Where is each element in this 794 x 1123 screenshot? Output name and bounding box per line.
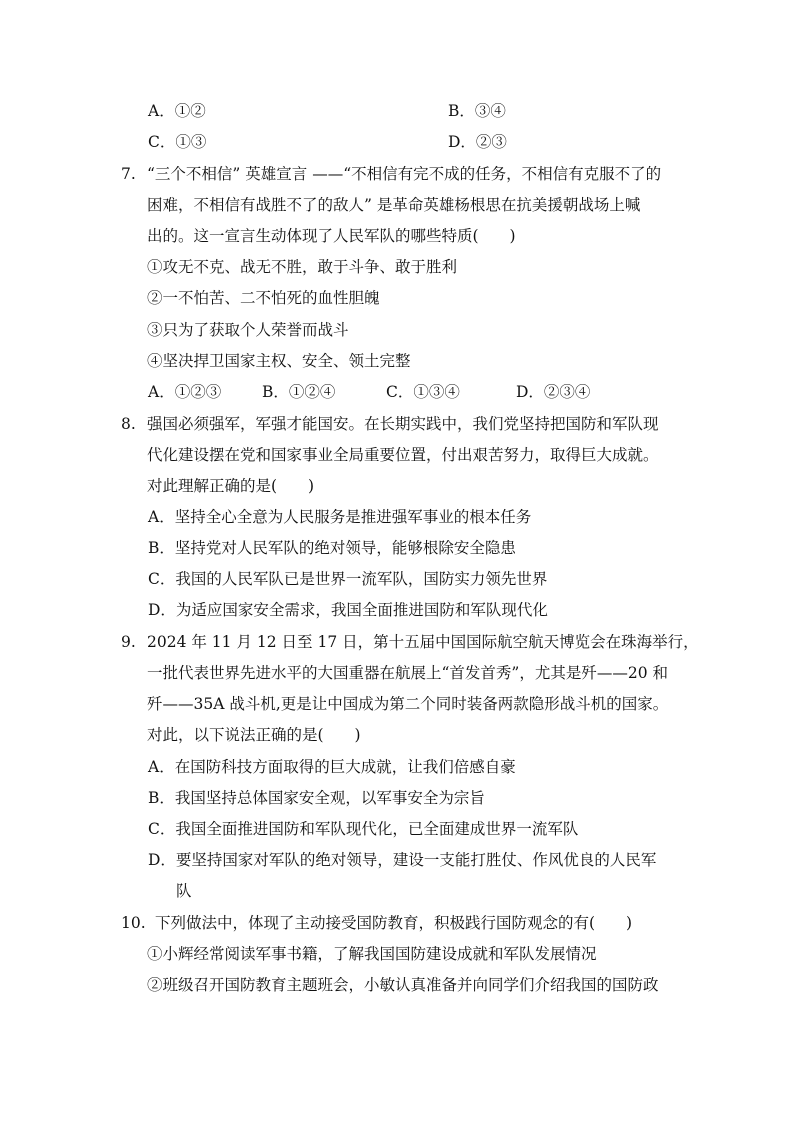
q9-stem-line-2: 一批代表世界先进水平的大国重器在航展上“首发首秀”，尤其是歼——20 和 [147,664,669,682]
q6-option-a: A．①② [148,102,206,120]
q8-number: 8. [121,415,136,433]
q8-stem-line-2: 代化建设摆在党和国家事业全局重要位置，付出艰苦努力，取得巨大成就。 [147,446,659,464]
q9-stem-line-1: 2024 年 11 月 12 日至 17 日，第十五届中国国际航空航天博览会在珠海举行， [147,633,699,651]
q6-option-d: D．②③ [448,133,507,151]
q7-option-b: B．①②④ [262,383,336,401]
q7-item-2: ②一不怕苦、二不怕死的血性胆魄 [147,289,380,307]
q7-option-d: D．②③④ [516,383,591,401]
q7-stem-line-3: 出的。这一宣言生动体现了人民军队的哪些特质( ) [147,227,516,245]
q9-stem-line-3: 歼——35A 战斗机,更是让中国成为第二个同时装备两款隐形战斗机的国家。 [147,695,669,713]
q9-option-b: B．我国坚持总体国家安全观，以军事安全为宗旨 [148,789,485,807]
q7-item-3: ③只为了获取个人荣誉而战斗 [147,321,349,339]
q7-number: 7. [121,165,136,183]
q6-option-b: B．③④ [448,102,506,120]
q8-stem-line-1: 强国必须强军，军强才能国安。在长期实践中，我们党坚持把国防和军队现 [147,415,659,433]
q8-option-b: B．坚持党对人民军队的绝对领导，能够根除安全隐患 [148,539,516,557]
q7-option-c: C．①③④ [386,383,460,401]
q7-item-1: ①攻无不克、战无不胜，敢于斗争、敢于胜利 [147,258,458,276]
q8-option-a: A．坚持全心全意为人民服务是推进强军事业的根本任务 [148,508,532,526]
q8-option-c: C．我国的人民军队已是世界一流军队，国防实力领先世界 [148,570,548,588]
q9-option-d: D．要坚持国家对军队的绝对领导，建设一支能打胜仗、作风优良的人民军 [148,851,657,869]
q10-item-2: ②班级召开国防教育主题班会，小敏认真准备并向同学们介绍我国的国防政 [147,976,659,994]
q9-option-d-continued: 队 [176,882,192,900]
q9-option-c: C．我国全面推进国防和军队现代化，已全面建成世界一流军队 [148,820,579,838]
q10-stem: 下列做法中，体现了主动接受国防教育，积极践行国防观念的有( ) [155,914,633,932]
q8-option-d: D．为适应国家安全需求，我国全面推进国防和军队现代化 [148,601,548,619]
q9-stem-line-4: 对此，以下说法正确的是( ) [147,726,361,744]
q7-stem-line-1: “三个不相信” 英雄宣言 ——“不相信有完不成的任务，不相信有克服不了的 [147,165,662,183]
q10-number: 10. [121,914,146,932]
q7-stem-line-2: 困难，不相信有战胜不了的敌人” 是革命英雄杨根思在抗美援朝战场上喊 [147,196,641,214]
q7-option-a: A．①②③ [148,383,222,401]
q9-number: 9. [121,633,136,651]
q7-item-4: ④坚决捍卫国家主权、安全、领土完整 [147,352,411,370]
q9-option-a: A．在国防科技方面取得的巨大成就，让我们倍感自豪 [148,758,516,776]
q8-stem-line-3: 对此理解正确的是( ) [147,477,315,495]
q10-item-1: ①小辉经常阅读军事书籍，了解我国国防建设成就和军队发展情况 [147,945,597,963]
q6-option-c: C．①③ [148,133,207,151]
